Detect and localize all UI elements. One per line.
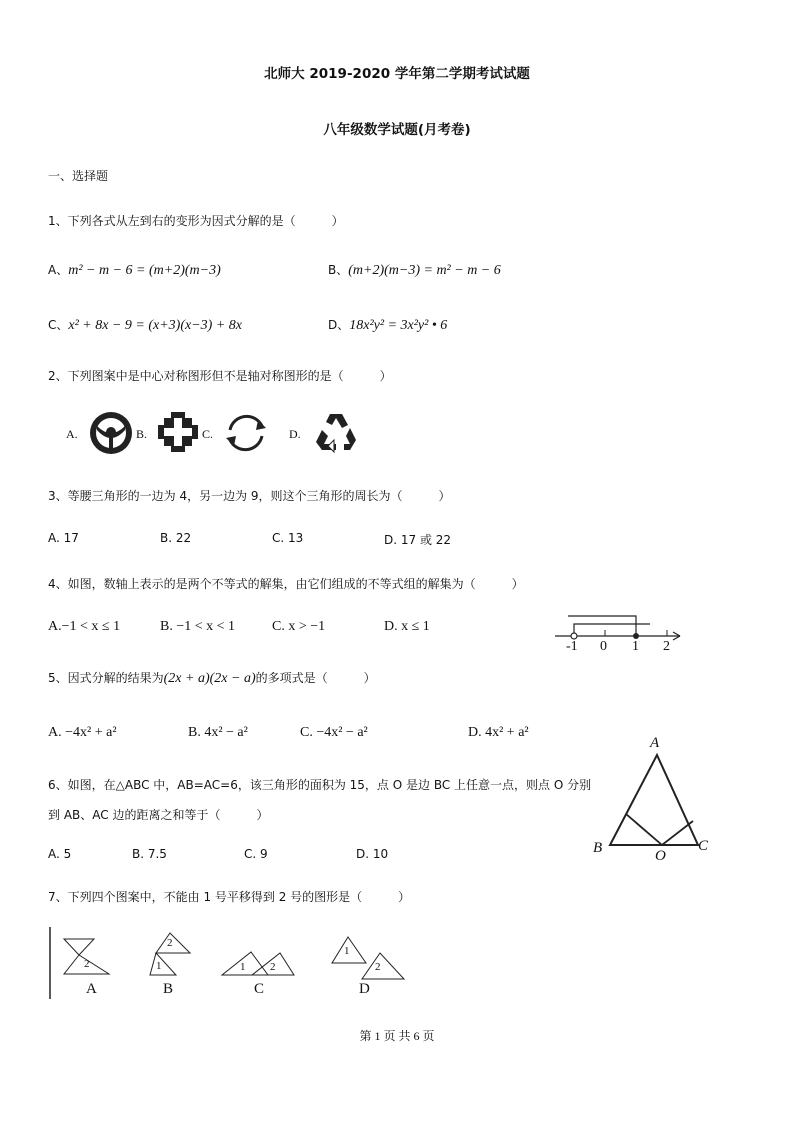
logo-circle-icon (88, 410, 134, 456)
q5-stem-expr: (2x + a)(2x − a) (163, 671, 256, 686)
q6-option-d: D. 10 (356, 847, 389, 861)
page-title: 北师大 2019-2020 学年第二学期考试试题 (264, 66, 530, 82)
q1-c-label: C、 (48, 318, 69, 332)
q7-stem: 7、下列四个图案中，不能由 1 号平移得到 2 号的图形是（ ） (48, 890, 411, 904)
q6-stem-line2: 到 AB、AC 边的距离之和等于（ ） (48, 808, 269, 822)
q6-option-c: C. 9 (244, 847, 268, 861)
q4-option-d: D. x ≤ 1 (384, 619, 430, 634)
q1-a-label: A、 (48, 263, 69, 277)
q7-label-a: A (86, 981, 97, 997)
q1-d-label: D、 (328, 318, 350, 332)
axis-tick-neg1: -1 (566, 639, 578, 654)
q7-d-num-1: 1 (344, 945, 350, 957)
q1-option-d (328, 316, 447, 334)
q3-stem: 3、等腰三角形的一边为 4，另一边为 9，则这个三角形的周长为（ ） (48, 489, 451, 503)
q7-a-num-2: 2 (84, 958, 90, 970)
circular-arrows-icon (222, 412, 270, 454)
vertex-a-label: A (650, 735, 660, 751)
q6-option-b: B. 7.5 (132, 847, 167, 861)
q7-c-num-2: 2 (270, 961, 276, 973)
q6-option-a: A. 5 (48, 847, 72, 861)
q7-label-c: C (254, 981, 265, 997)
q1-stem: 1、下列各式从左到右的变形为因式分解的是（ ） (48, 214, 344, 228)
axis-tick-0: 0 (600, 639, 607, 654)
q1-b-label: B、 (328, 263, 349, 277)
triangle-abc-figure (590, 735, 715, 870)
q7-b-num-1: 1 (156, 960, 162, 972)
cross-frame-icon (156, 410, 200, 454)
q1-a-expr: m² − m − 6 = (m+2)(m−3) (68, 263, 221, 278)
vertex-c-label: C (698, 838, 709, 854)
q2-label-b: B. (136, 427, 148, 441)
q7-b-num-2: 2 (167, 937, 173, 949)
vertex-b-label: B (593, 840, 603, 856)
q3-option-d: D. 17 或 22 (384, 533, 452, 547)
q4-option-c: C. x > −1 (272, 619, 326, 634)
q2-label-d: D. (289, 427, 301, 441)
recycle-icon (312, 408, 360, 456)
q1-d-expr: 18x²y² = 3x²y² • 6 (349, 318, 448, 333)
q4-option-b: B. −1 < x < 1 (160, 619, 236, 634)
q5-option-d: D. 4x² + a² (468, 725, 529, 740)
q5-option-c: C. −4x² − a² (300, 725, 368, 740)
q1-option-b (328, 261, 501, 279)
q3-option-a: A. 17 (48, 531, 79, 545)
q3-option-b: B. 22 (160, 531, 192, 545)
page-footer: 第 1 页 共 6 页 (359, 1029, 435, 1043)
q5-option-b: B. 4x² − a² (188, 725, 248, 740)
q1-c-expr: x² + 8x − 9 = (x+3)(x−3) + 8x (68, 318, 242, 333)
q5-stem (48, 669, 376, 687)
q5-stem-pre: 5、因式分解的结果为 (48, 671, 164, 685)
q6-stem-line1: 6、如图，在△ABC 中，AB=AC=6，该三角形的面积为 15，点 O 是边 BC 上任意一点，则点 O 分别 (48, 778, 592, 792)
q5-stem-post: 的多项式是（ ） (255, 671, 376, 685)
page-subtitle: 八年级数学试题(月考卷) (323, 122, 471, 138)
axis-tick-1: 1 (632, 639, 639, 654)
q7-label-b: B (163, 981, 174, 997)
q2-label-a: A. (66, 427, 78, 441)
point-o-label: O (655, 848, 666, 864)
axis-tick-2: 2 (663, 639, 670, 654)
q7-label-d: D (359, 981, 370, 997)
q1-option-a (48, 261, 221, 279)
q1-b-expr: (m+2)(m−3) = m² − m − 6 (348, 263, 501, 278)
q4-stem: 4、如图，数轴上表示的是两个不等式的解集，由它们组成的不等式组的解集为（ ） (48, 577, 524, 591)
section-heading: 一、选择题 (48, 169, 109, 183)
q2-label-c: C. (202, 427, 214, 441)
q3-option-c: C. 13 (272, 531, 304, 545)
q7-d-num-2: 2 (375, 961, 381, 973)
q1-option-c (48, 316, 242, 334)
q2-stem: 2、下列图案中是中心对称图形但不是轴对称图形的是（ ） (48, 369, 392, 383)
q5-option-a: A. −4x² + a² (48, 725, 117, 740)
q7-c-num-1: 1 (240, 961, 246, 973)
q4-option-a: A.−1 < x ≤ 1 (48, 619, 121, 634)
